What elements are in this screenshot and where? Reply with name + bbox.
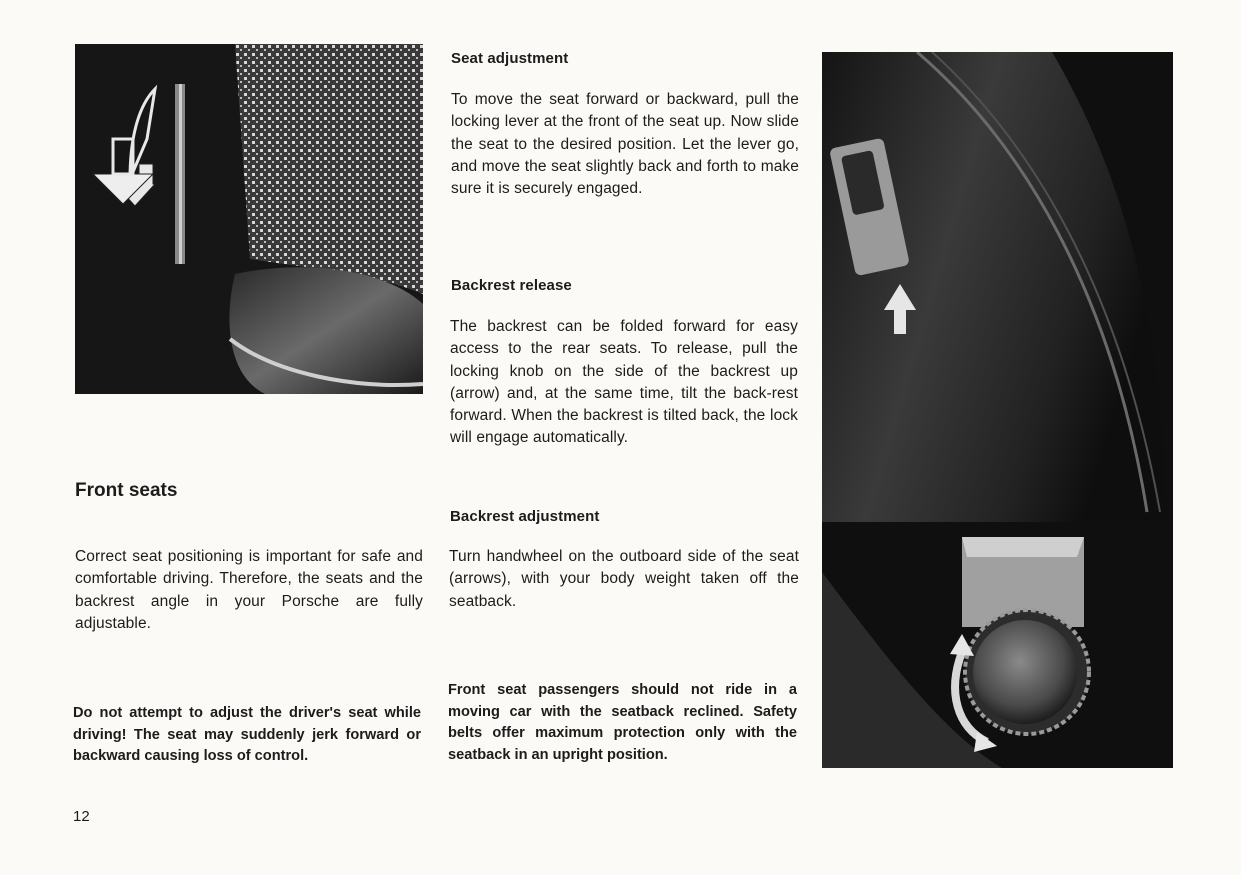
- backrest-knob-handwheel-photo: [822, 52, 1173, 768]
- seat-adjustment-text: To move the seat forward or backward, pull the locking lever at the front of the seat up. Now slide the seat to the desired position. Let the lever go, and move the seat slightly back and forth to make sure it is securely engaged.: [451, 91, 799, 198]
- page-number: 12: [73, 808, 90, 825]
- backrest-release-heading: Backrest release: [451, 277, 572, 294]
- backrest-release-text: The backrest can be folded forward for easy access to the rear seats. To release, pull the locking knob on the side of the backrest up (arrow) and, at the same time, tilt the back-rest forward. When the backrest is tilted back, the lock will engage automatically.: [450, 318, 798, 447]
- backrest-adjustment-heading: Backrest adjustment: [450, 508, 600, 525]
- driver-seat-warning: Do not attempt to adjust the driver's seat while driving! The seat may suddenly jerk forward or backward causing loss of control.: [73, 705, 421, 764]
- seat-adjustment-heading: Seat adjustment: [451, 50, 569, 67]
- front-seats-intro: Correct seat positioning is important for safe and comfortable driving. Therefore, the seats and the backrest angle in your Porsche are fully adjustable.: [75, 548, 423, 632]
- backrest-adjustment-text: Turn handwheel on the outboard side of the seat (arrows), with your body weight taken off the seatback.: [449, 548, 799, 610]
- page-title: Front seats: [75, 480, 178, 501]
- passenger-seatback-warning: Front seat passengers should not ride in a moving car with the seatback reclined. Safety belts offer maximum protection only with the seatback in an upright position.: [448, 682, 797, 763]
- seat-lever-photo: [75, 44, 423, 394]
